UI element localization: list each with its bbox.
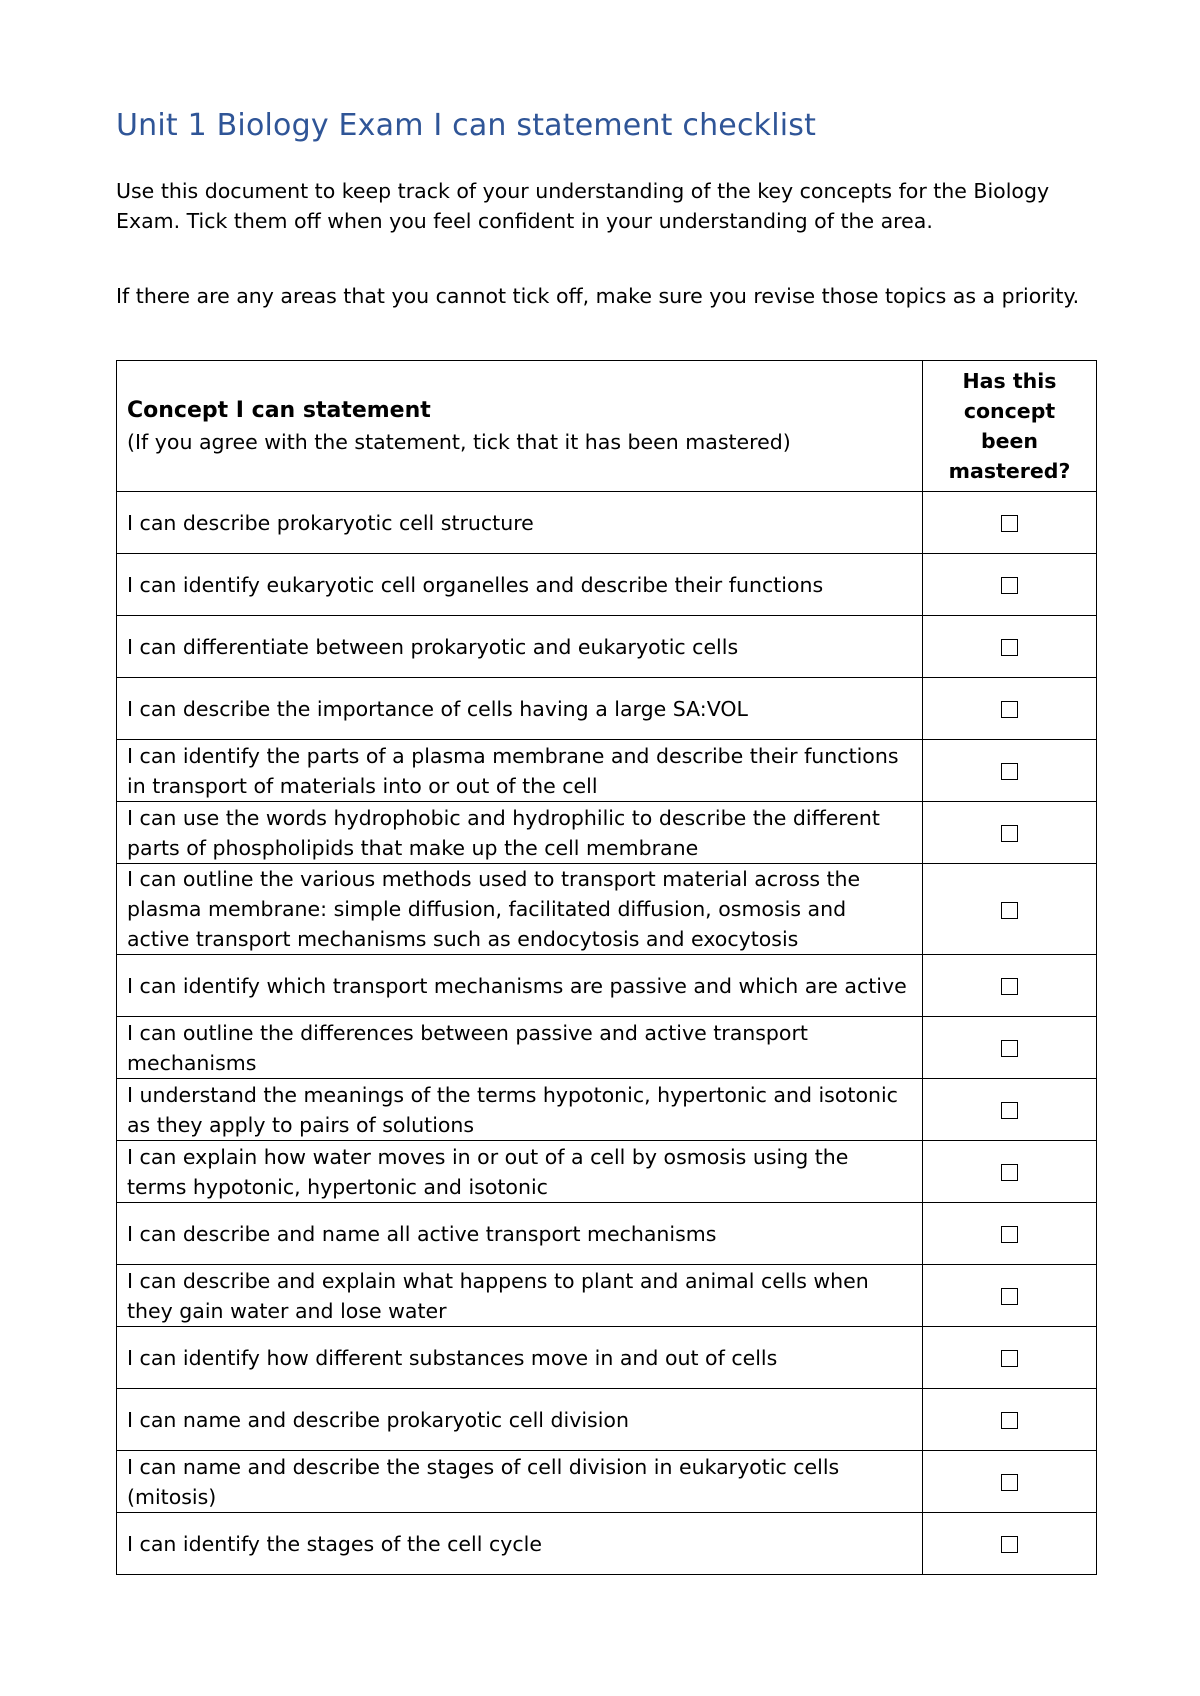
table-row [117,1513,1097,1575]
mastered-checkbox[interactable] [1001,639,1018,656]
mastered-checkbox[interactable] [1001,1288,1018,1305]
mastered-cell [923,616,1097,678]
table-row [117,955,1097,1017]
mastered-checkbox[interactable] [1001,1040,1018,1057]
mastered-checkbox[interactable] [1001,577,1018,594]
mastered-checkbox[interactable] [1001,701,1018,718]
concept-statement: I understand the meanings of the terms hypotonic, hypertonic and isotonic as they apply to pairs of solutions [117,1079,923,1141]
mastered-header: Has this concept been mastered? [923,361,1097,492]
table-row [117,1203,1097,1265]
concept-statement: I can identify eukaryotic cell organelles and describe their functions [117,554,923,616]
table-row [117,678,1097,740]
checklist-table [116,360,1097,1575]
mastered-cell [923,740,1097,802]
concept-statement: I can identify the stages of the cell cycle [117,1513,923,1575]
mastered-cell [923,1451,1097,1513]
concept-statement: I can describe and name all active transport mechanisms [117,1203,923,1265]
mastered-cell [923,1327,1097,1389]
concept-header-note: (If you agree with the statement, tick that it has been mastered) [127,430,791,454]
mastered-checkbox[interactable] [1001,1536,1018,1553]
mastered-checkbox[interactable] [1001,1164,1018,1181]
concept-statement: I can identify which transport mechanisms are passive and which are active [117,955,923,1017]
header-row [117,361,1097,492]
table-row [117,1079,1097,1141]
mastered-cell [923,802,1097,864]
concept-statement: I can outline the various methods used to transport material across the plasma membrane: simple diffusion, facilitated diffusion, osmosis and active transport mechanisms such as endocytosis and exocytosis [117,864,923,955]
mastered-cell [923,678,1097,740]
table-row [117,1389,1097,1451]
mastered-checkbox[interactable] [1001,515,1018,532]
concept-statement: I can explain how water moves in or out of a cell by osmosis using the terms hypotonic, hypertonic and isotonic [117,1141,923,1203]
mastered-cell [923,1079,1097,1141]
intro-paragraph: Use this document to keep track of your understanding of the key concepts for the Biology Exam. Tick them off when you feel confident in your understanding of the area. [116,179,1050,233]
table-row [117,1017,1097,1079]
mastered-checkbox[interactable] [1001,978,1018,995]
table-row [117,616,1097,678]
mastered-checkbox[interactable] [1001,1226,1018,1243]
table-row [117,554,1097,616]
table-row [117,802,1097,864]
concept-statement: I can name and describe prokaryotic cell division [117,1389,923,1451]
table-row [117,1327,1097,1389]
concept-statement: I can outline the differences between passive and active transport mechanisms [117,1017,923,1079]
mastered-cell [923,1141,1097,1203]
mastered-cell [923,1513,1097,1575]
priority-paragraph: If there are any areas that you cannot tick off, make sure you revise those topics as a priority. [116,284,1080,308]
mastered-cell [923,1265,1097,1327]
concept-statement: I can identify how different substances move in and out of cells [117,1327,923,1389]
concept-header [117,361,923,492]
mastered-cell [923,554,1097,616]
table-row [117,740,1097,802]
page-title: Unit 1 Biology Exam I can statement checklist [116,108,817,143]
mastered-cell [923,1017,1097,1079]
mastered-checkbox[interactable] [1001,1350,1018,1367]
table-row [117,492,1097,554]
mastered-checkbox[interactable] [1001,763,1018,780]
concept-statement: I can name and describe the stages of cell division in eukaryotic cells (mitosis) [117,1451,923,1513]
concept-statement: I can describe the importance of cells having a large SA:VOL [117,678,923,740]
table-row [117,1451,1097,1513]
table-row [117,1265,1097,1327]
concept-statement: I can describe prokaryotic cell structure [117,492,923,554]
table-row [117,864,1097,955]
mastered-checkbox[interactable] [1001,1102,1018,1119]
mastered-cell [923,955,1097,1017]
mastered-cell [923,864,1097,955]
mastered-cell [923,1389,1097,1451]
mastered-checkbox[interactable] [1001,1474,1018,1491]
concept-statement: I can describe and explain what happens to plant and animal cells when they gain water and lose water [117,1265,923,1327]
table-row [117,1141,1097,1203]
concept-statement: I can use the words hydrophobic and hydrophilic to describe the different parts of phospholipids that make up the cell membrane [117,802,923,864]
mastered-checkbox[interactable] [1001,902,1018,919]
concept-statement: I can identify the parts of a plasma membrane and describe their functions in transport of materials into or out of the cell [117,740,923,802]
concept-header-title: Concept I can statement [127,398,431,423]
mastered-checkbox[interactable] [1001,825,1018,842]
mastered-cell [923,1203,1097,1265]
mastered-checkbox[interactable] [1001,1412,1018,1429]
concept-statement: I can differentiate between prokaryotic and eukaryotic cells [117,616,923,678]
mastered-cell [923,492,1097,554]
